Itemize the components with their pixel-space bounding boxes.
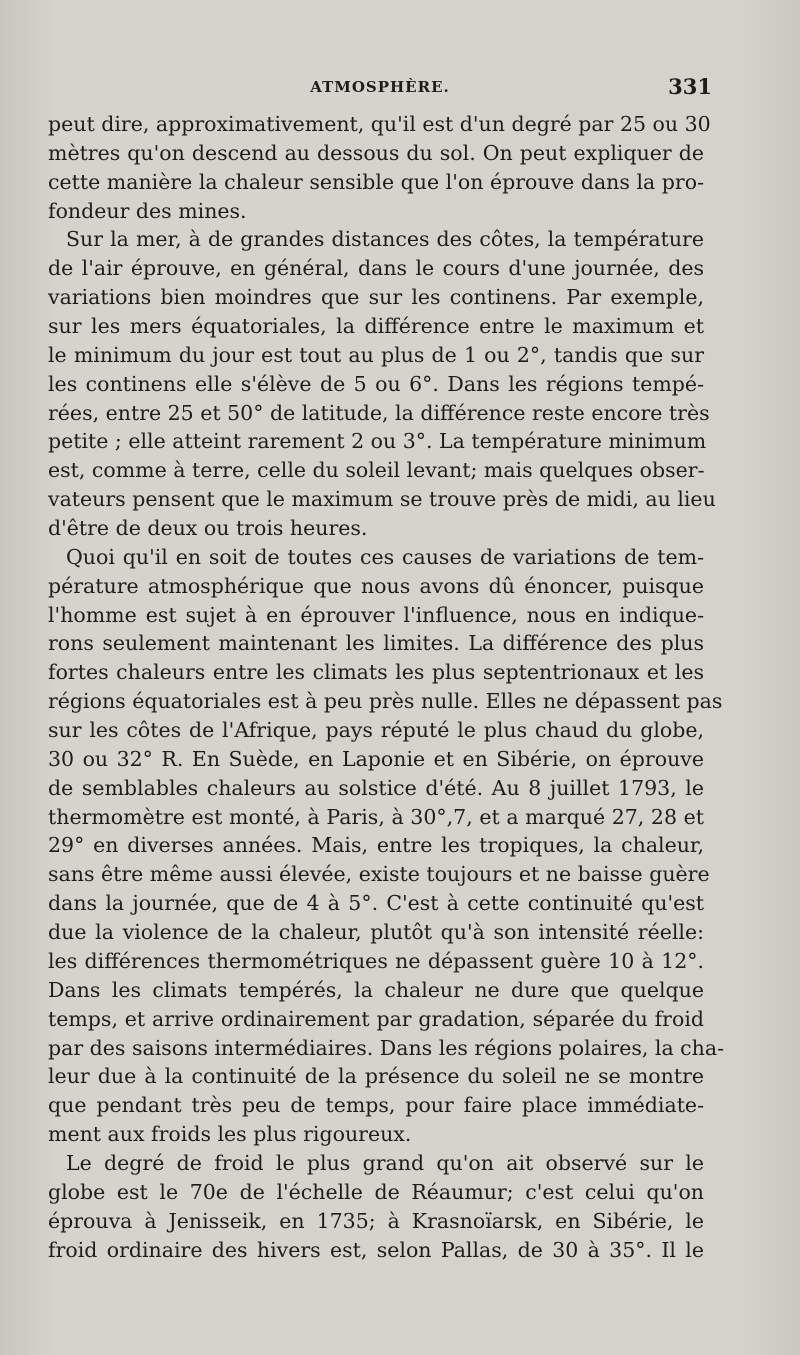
text-line: est, comme à terre, celle du soleil levant; mais quelques obser-: [48, 458, 705, 483]
text-line: thermomètre est monté, à Paris, à 30°,7, et a marqué 27, 28 et: [48, 804, 704, 829]
text-line: ment aux froids les plus rigoureux.: [48, 1122, 412, 1147]
text-line: temps, et arrive ordinairement par gradation, séparée du froid: [48, 1006, 704, 1031]
text-line: variations bien moindres que sur les continens. Par exemple,: [48, 285, 704, 310]
text-line: rées, entre 25 et 50° de latitude, la différence reste encore très: [48, 400, 710, 425]
text-line: dans la journée, que de 4 à 5°. C'est à cette continuité qu'est: [48, 891, 704, 916]
text-line: 30 ou 32° R. En Suède, en Laponie et en Sibérie, on éprouve: [48, 746, 704, 771]
text-line: que pendant très peu de temps, pour faire place immédiate-: [48, 1093, 704, 1118]
page-number: 331: [668, 74, 712, 99]
text-line: petite ; elle atteint rarement 2 ou 3°. La température minimum: [48, 429, 707, 454]
text-line: cette manière la chaleur sensible que l'on éprouve dans la pro-: [48, 169, 704, 194]
text-line: vateurs pensent que le maximum se trouve près de midi, au lieu: [48, 487, 716, 512]
text-line: l'homme est sujet à en éprouver l'influence, nous en indique-: [48, 602, 704, 627]
text-line: Dans les climats tempérés, la chaleur ne dure que quelque: [48, 977, 704, 1002]
text-line: Sur la mer, à de grandes distances des côtes, la température: [66, 227, 704, 252]
body-text: [48, 110, 725, 1264]
text-line: fortes chaleurs entre les climats les plus septentrionaux et les: [48, 660, 704, 685]
text-line: mètres qu'on descend au dessous du sol. On peut expliquer de: [48, 140, 704, 165]
text-line: froid ordinaire des hivers est, selon Pallas, de 30 à 35°. Il le: [48, 1237, 704, 1262]
text-line: sans être même aussi élevée, existe toujours et ne baisse guère: [48, 862, 710, 887]
text-line: rons seulement maintenant les limites. La différence des plus: [48, 631, 704, 656]
text-line: sur les côtes de l'Afrique, pays réputé le plus chaud du globe,: [48, 718, 704, 743]
text-line: de l'air éprouve, en général, dans le cours d'une journée, des: [48, 256, 704, 281]
text-line: Le degré de froid le plus grand qu'on ait observé sur le: [66, 1150, 704, 1175]
text-line: par des saisons intermédiaires. Dans les régions polaires, la cha-: [48, 1035, 725, 1060]
running-title: ATMOSPHÈRE.: [310, 78, 450, 96]
text-line: éprouva à Jenisseik, en 1735; à Krasnoïarsk, en Sibérie, le: [48, 1208, 704, 1233]
text-line: le minimum du jour est tout au plus de 1 ou 2°, tandis que sur: [48, 342, 704, 367]
text-line: fondeur des mines.: [48, 198, 247, 223]
text-line: due la violence de la chaleur, plutôt qu'à son intensité réelle:: [48, 920, 704, 945]
text-line: sur les mers équatoriales, la différence entre le maximum et: [48, 314, 704, 339]
text-line: peut dire, approximativement, qu'il est d'un degré par 25 ou 30: [48, 112, 711, 136]
text-line: d'être de deux ou trois heures.: [48, 516, 368, 541]
text-line: de semblables chaleurs au solstice d'été. Au 8 juillet 1793, le: [48, 775, 704, 800]
text-line: les différences thermométriques ne dépassent guère 10 à 12°.: [48, 948, 704, 973]
running-head: [48, 74, 712, 100]
text-line: leur due à la continuité de la présence du soleil ne se montre: [48, 1064, 704, 1089]
text-line: 29° en diverses années. Mais, entre les tropiques, la chaleur,: [48, 833, 704, 858]
text-line: Quoi qu'il en soit de toutes ces causes de variations de tem-: [66, 544, 704, 569]
text-line: régions équatoriales est à peu près nulle. Elles ne dépassent pas: [48, 689, 723, 714]
text-line: pérature atmosphérique que nous avons dû énoncer, puisque: [48, 573, 704, 598]
text-line: les continens elle s'élève de 5 ou 6°. Dans les régions tempé-: [48, 371, 704, 396]
text-line: globe est le 70e de l'échelle de Réaumur; c'est celui qu'on: [48, 1179, 704, 1204]
